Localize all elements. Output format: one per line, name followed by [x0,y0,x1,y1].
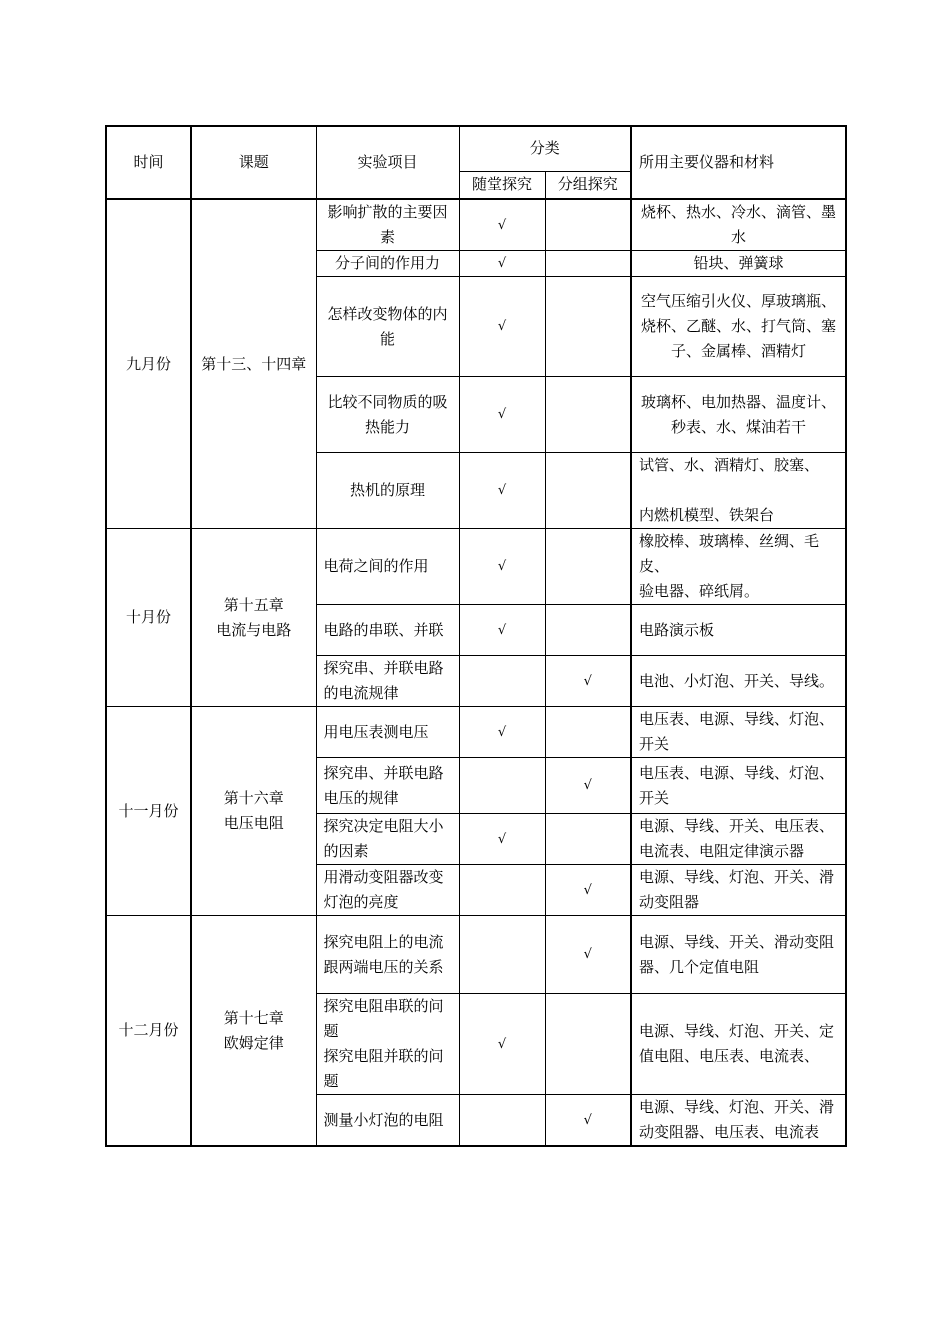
experiment-cell: 比较不同物质的吸热能力 [316,377,459,453]
materials-line: 空气压缩引火仪、厚玻璃瓶、 [641,292,837,310]
experiment-cell: 探究电阻上的电流跟两端电压的关系 [316,916,459,994]
experiment-cell: 探究串、并联电路电压的规律 [316,758,459,814]
group-check [545,453,631,529]
topic-line: 第十七章 [223,1008,284,1027]
group-check: √ [545,656,631,707]
in-class-check: √ [459,199,545,251]
month-cell: 十月份 [106,529,191,707]
materials-line: 内燃机模型、铁架台 [639,506,775,524]
header-category: 分类 [459,126,631,171]
in-class-check: √ [459,251,545,277]
topic-line: 电压电阻 [223,814,284,832]
experiment-cell: 探究决定电阻大小的因素 [316,814,459,865]
header-in-class: 随堂探究 [459,171,545,199]
experiment-cell: 用电压表测电压 [316,707,459,758]
topic-line: 欧姆定律 [223,1033,284,1052]
month-cell: 十二月份 [106,916,191,1147]
group-check [545,707,631,758]
group-check: √ [545,865,631,916]
group-check [545,199,631,251]
materials-cell: 电池、小灯泡、开关、导线。 [631,656,846,707]
in-class-check: √ [459,707,545,758]
in-class-check: √ [459,529,545,605]
in-class-check [459,758,545,814]
in-class-check: √ [459,453,545,529]
topic-cell [191,707,316,916]
in-class-check [459,916,545,994]
materials-cell: 铅块、弹簧球 [631,251,846,277]
experiment-cell: 怎样改变物体的内能 [316,277,459,377]
group-check: √ [545,916,631,994]
experiment-cell [316,994,459,1095]
materials-line: 试管、水、酒精灯、胶塞、 [639,456,820,474]
experiment-cell: 电路的串联、并联 [316,605,459,656]
group-check: √ [545,758,631,814]
group-check [545,605,631,656]
in-class-check [459,656,545,707]
materials-line: 橡胶棒、玻璃棒、丝绸、毛皮、 [639,532,820,575]
materials-cell [631,529,846,605]
materials-line: 烧杯、乙醚、水、打气筒、塞子、金属棒、酒精灯 [641,317,837,360]
header-experiment: 实验项目 [316,126,459,199]
in-class-check: √ [459,814,545,865]
topic-cell: 第十三、十四章 [191,199,316,529]
topic-cell [191,916,316,1147]
materials-cell: 电源、导线、灯泡、开关、滑动变阻器、电压表、电流表 [631,1095,846,1147]
header-group: 分组探究 [545,171,631,199]
group-check [545,814,631,865]
materials-cell: 电源、导线、灯泡、开关、定值电阻、电压表、电流表、 [631,994,846,1095]
experiment-cell: 探究串、并联电路的电流规律 [316,656,459,707]
experiment-cell: 用滑动变阻器改变灯泡的亮度 [316,865,459,916]
materials-cell [631,377,846,453]
materials-cell: 电源、导线、开关、滑动变阻器、几个定值电阻 [631,916,846,994]
experiment-cell: 测量小灯泡的电阻 [316,1095,459,1147]
topic-line: 第十六章 [223,789,284,807]
materials-cell: 电路演示板 [631,605,846,656]
header-topic: 课题 [191,126,316,199]
materials-cell: 电源、导线、开关、电压表、电流表、电阻定律演示器 [631,814,846,865]
group-check: √ [545,1095,631,1147]
month-cell: 十一月份 [106,707,191,916]
group-check [545,529,631,605]
materials-cell: 电压表、电源、导线、灯泡、开关 [631,707,846,758]
materials-cell [631,453,846,529]
in-class-check: √ [459,605,545,656]
experiment-line: 探究电阻串联的问题 [323,997,444,1040]
materials-cell: 电源、导线、灯泡、开关、滑动变阻器 [631,865,846,916]
topic-cell [191,529,316,707]
materials-cell: 烧杯、热水、冷水、滴管、墨水 [631,199,846,251]
topic-line: 第十五章 [223,595,284,614]
month-cell: 九月份 [106,199,191,529]
experiment-plan-table [105,125,847,1147]
materials-cell: 电压表、电源、导线、灯泡、开关 [631,758,846,814]
experiment-cell: 热机的原理 [316,453,459,529]
group-check [545,377,631,453]
header-materials: 所用主要仪器和材料 [631,126,846,199]
in-class-check: √ [459,277,545,377]
in-class-check: √ [459,994,545,1095]
experiment-line: 探究电阻并联的问题 [323,1047,444,1090]
experiment-cell: 电荷之间的作用 [316,529,459,605]
experiment-cell: 影响扩散的主要因素 [316,199,459,251]
header-time: 时间 [106,126,191,199]
group-check [545,277,631,377]
experiment-cell: 分子间的作用力 [316,251,459,277]
materials-line: 玻璃杯、电加热器、温度计、 [641,392,837,411]
materials-line: 验电器、碎纸屑。 [639,582,760,600]
in-class-check: √ [459,377,545,453]
topic-line: 电流与电路 [216,620,292,639]
materials-cell [631,277,846,377]
group-check [545,994,631,1095]
group-check [545,251,631,277]
in-class-check [459,865,545,916]
materials-line: 秒表、水、煤油若干 [671,417,807,436]
in-class-check [459,1095,545,1147]
